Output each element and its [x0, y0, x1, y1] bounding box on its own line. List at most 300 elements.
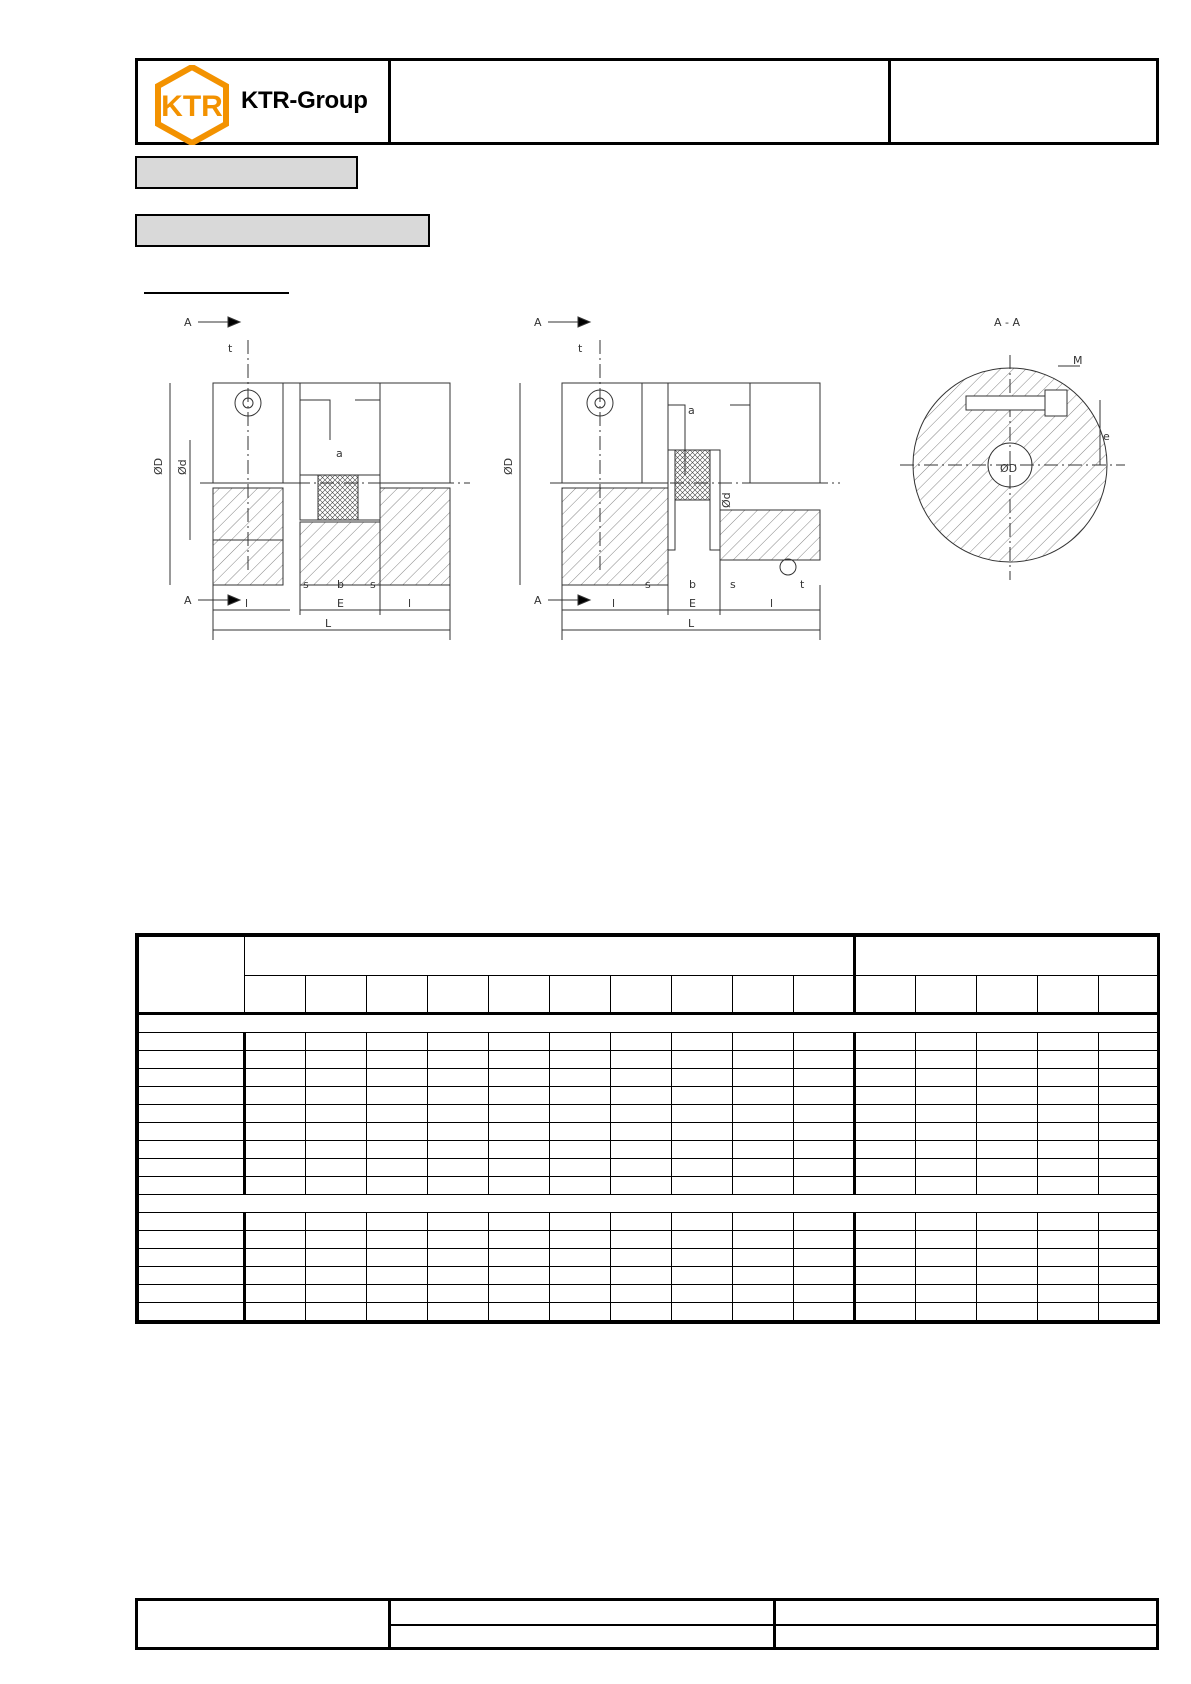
table-cell	[672, 1087, 733, 1105]
table-cell	[367, 1123, 428, 1141]
table-cell	[1099, 1159, 1160, 1177]
table-cell	[489, 1213, 550, 1231]
table-cell	[306, 1033, 367, 1051]
table-cell	[428, 1051, 489, 1069]
table-cell	[672, 1123, 733, 1141]
table-cell	[794, 1231, 855, 1249]
table-cell	[1099, 1303, 1160, 1321]
table-cell	[855, 1159, 916, 1177]
table-cell	[428, 1033, 489, 1051]
table-cell	[428, 1177, 489, 1195]
table-cell	[139, 1014, 1160, 1033]
table-cell	[489, 976, 550, 1014]
table-cell	[139, 1105, 245, 1123]
table-cell	[916, 1087, 977, 1105]
table-cell	[977, 1159, 1038, 1177]
table-cell	[1038, 1033, 1099, 1051]
table-cell	[855, 1231, 916, 1249]
table-cell	[1099, 1231, 1160, 1249]
table-cell	[139, 1249, 245, 1267]
table-cell	[245, 1123, 306, 1141]
table-cell	[977, 1087, 1038, 1105]
table-cell	[367, 976, 428, 1014]
title-block-header	[135, 58, 1159, 145]
table-cell	[139, 1087, 245, 1105]
table-cell	[1038, 1267, 1099, 1285]
table-cell	[367, 1051, 428, 1069]
table-cell	[550, 1213, 611, 1231]
table-cell	[733, 1231, 794, 1249]
table-cell	[794, 1267, 855, 1285]
table-cell	[611, 1213, 672, 1231]
table-cell	[489, 1123, 550, 1141]
table-cell	[611, 1177, 672, 1195]
table-cell	[428, 1303, 489, 1321]
section-dim-DK: ØD	[1000, 462, 1018, 475]
table-cell	[550, 1303, 611, 1321]
drawing2-dim-a: a	[688, 404, 695, 417]
table-cell	[367, 1285, 428, 1303]
drawing2-dim-l1: l	[612, 597, 616, 610]
table-row	[139, 1303, 1160, 1321]
drawing1-dim-s-right: s	[370, 578, 376, 591]
logo-letters: KTR	[161, 90, 223, 123]
table-cell	[733, 1267, 794, 1285]
table-cell	[306, 1285, 367, 1303]
table-cell	[428, 1159, 489, 1177]
table-cell	[733, 1051, 794, 1069]
table-cell	[550, 1069, 611, 1087]
table-cell	[794, 1249, 855, 1267]
drawing2-dim-l2: l	[770, 597, 774, 610]
table-cell	[977, 1231, 1038, 1249]
table-cell	[139, 1285, 245, 1303]
table-cell	[489, 1303, 550, 1321]
table-row	[139, 1051, 1160, 1069]
table-cell	[855, 1123, 916, 1141]
table-cell	[977, 1051, 1038, 1069]
table-cell	[794, 1087, 855, 1105]
table-cell	[245, 1249, 306, 1267]
table-cell	[428, 1285, 489, 1303]
footer-divider	[388, 1624, 1156, 1626]
table-cell	[672, 1177, 733, 1195]
table-cell	[916, 1141, 977, 1159]
table-cell	[855, 1087, 916, 1105]
table-cell	[733, 1123, 794, 1141]
table-cell	[1038, 1213, 1099, 1231]
table-cell	[672, 1231, 733, 1249]
table-cell	[855, 976, 916, 1014]
table-cell	[733, 1249, 794, 1267]
table-cell	[367, 1267, 428, 1285]
drawing1-label-a-bottom: A	[184, 594, 192, 607]
coupling-drawing-2	[520, 317, 840, 640]
table-cell	[367, 1087, 428, 1105]
drawing2-dim-s-left: s	[645, 578, 651, 591]
header-title-cell	[388, 61, 891, 142]
table-cell	[672, 976, 733, 1014]
section-underline	[144, 292, 289, 294]
table-cell	[489, 1051, 550, 1069]
drawing2-label-a-bottom: A	[534, 594, 542, 607]
table-cell	[489, 1231, 550, 1249]
table-cell	[245, 1033, 306, 1051]
table-cell	[855, 1051, 916, 1069]
table-cell	[1099, 1123, 1160, 1141]
table-cell	[611, 1123, 672, 1141]
table-cell	[611, 1033, 672, 1051]
table-cell	[489, 1087, 550, 1105]
table-cell	[733, 1069, 794, 1087]
table-cell	[1038, 1177, 1099, 1195]
drawing2-dim-dh: Ød	[720, 492, 733, 508]
table-row	[139, 1267, 1160, 1285]
table-cell	[916, 1033, 977, 1051]
table-cell	[855, 1213, 916, 1231]
table-cell	[611, 1285, 672, 1303]
table-cell	[916, 1213, 977, 1231]
table-cell	[550, 1231, 611, 1249]
section-dim-M: M	[1073, 354, 1083, 367]
table-cell	[794, 1105, 855, 1123]
table-cell	[489, 1105, 550, 1123]
table-cell	[672, 1267, 733, 1285]
table-cell	[245, 1159, 306, 1177]
table-cell	[855, 1177, 916, 1195]
table-cell	[367, 1213, 428, 1231]
table-cell	[489, 1159, 550, 1177]
table-cell	[306, 1249, 367, 1267]
table-cell	[367, 1177, 428, 1195]
table-cell	[367, 1231, 428, 1249]
table-cell	[977, 1267, 1038, 1285]
table-cell	[1099, 1105, 1160, 1123]
table-cell	[245, 1267, 306, 1285]
table-cell	[672, 1141, 733, 1159]
table-cell	[611, 1141, 672, 1159]
table-cell	[794, 1051, 855, 1069]
table-cell	[139, 1303, 245, 1321]
table-cell	[794, 1033, 855, 1051]
table-cell	[306, 1213, 367, 1231]
table-cell	[1099, 1141, 1160, 1159]
technical-drawings	[140, 300, 1140, 690]
table-cell	[306, 1141, 367, 1159]
table-cell	[916, 1123, 977, 1141]
table-cell	[611, 1159, 672, 1177]
table-cell	[1038, 1249, 1099, 1267]
drawing2-dim-t: t	[578, 342, 583, 355]
table-cell	[611, 1051, 672, 1069]
table-cell	[367, 1105, 428, 1123]
drawing1-dim-DH: ØD	[152, 457, 165, 475]
table-cell	[550, 1051, 611, 1069]
table-cell	[367, 1159, 428, 1177]
table-cell	[977, 1141, 1038, 1159]
title-block-footer	[135, 1598, 1159, 1650]
ktr-logo-icon	[152, 65, 232, 145]
table-cell	[428, 1123, 489, 1141]
table-row	[139, 1249, 1160, 1267]
table-row	[139, 937, 1160, 976]
table-cell	[1038, 1303, 1099, 1321]
drawing2-dim-DH: ØD	[502, 457, 515, 475]
table-cell	[489, 1285, 550, 1303]
table-cell	[306, 1177, 367, 1195]
table-cell	[672, 1213, 733, 1231]
table-cell	[428, 1213, 489, 1231]
table-cell	[306, 1267, 367, 1285]
table-cell	[139, 1231, 245, 1249]
table-cell	[916, 1267, 977, 1285]
table-cell	[306, 1159, 367, 1177]
table-cell	[794, 976, 855, 1014]
table-row	[139, 1014, 1160, 1033]
table-cell	[1038, 1231, 1099, 1249]
table-cell	[489, 1141, 550, 1159]
table-cell	[245, 937, 855, 976]
footer-cell-1	[138, 1601, 391, 1647]
table-cell	[794, 1123, 855, 1141]
table-cell	[977, 1069, 1038, 1087]
table-cell	[855, 1285, 916, 1303]
table-cell	[1099, 1213, 1160, 1231]
table-cell	[733, 976, 794, 1014]
drawing1-dim-a: a	[336, 447, 343, 460]
section-title-a-a: A - A	[994, 316, 1021, 329]
table-cell	[139, 1195, 1160, 1213]
table-cell	[550, 1249, 611, 1267]
table-cell	[672, 1051, 733, 1069]
table-cell	[916, 1231, 977, 1249]
table-cell	[977, 976, 1038, 1014]
table-cell	[977, 1123, 1038, 1141]
table-row	[139, 1213, 1160, 1231]
table-row	[139, 1033, 1160, 1051]
table-cell	[550, 1033, 611, 1051]
table-cell	[245, 1105, 306, 1123]
table-row	[139, 1087, 1160, 1105]
table-cell	[1038, 1069, 1099, 1087]
table-cell	[611, 1303, 672, 1321]
table-cell	[489, 1267, 550, 1285]
table-row	[139, 976, 1160, 1014]
table-cell	[306, 1087, 367, 1105]
table-cell	[855, 1105, 916, 1123]
drawing2-dim-E: E	[689, 597, 696, 610]
table-cell	[916, 1249, 977, 1267]
table-cell	[611, 1249, 672, 1267]
table-cell	[139, 1267, 245, 1285]
table-cell	[139, 1033, 245, 1051]
table-row	[139, 1231, 1160, 1249]
table-cell	[139, 937, 245, 1014]
drawing1-dim-l1: l	[245, 597, 249, 610]
table-cell	[550, 1159, 611, 1177]
table-cell	[245, 1087, 306, 1105]
gray-label-box-2	[135, 214, 430, 247]
table-cell	[733, 1105, 794, 1123]
table-row	[139, 1123, 1160, 1141]
table-cell	[139, 1123, 245, 1141]
coupling-drawing-1	[170, 317, 470, 640]
table-cell	[306, 1051, 367, 1069]
table-cell	[916, 1303, 977, 1321]
table-cell	[306, 1105, 367, 1123]
table-cell	[977, 1033, 1038, 1051]
table-cell	[245, 1141, 306, 1159]
drawing1-label-a-top: A	[184, 316, 192, 329]
table-cell	[489, 1033, 550, 1051]
table-cell	[733, 1159, 794, 1177]
table-cell	[794, 1177, 855, 1195]
table-cell	[733, 1033, 794, 1051]
drawing2-dim-t1: t	[800, 578, 805, 591]
table-cell	[733, 1177, 794, 1195]
table-cell	[733, 1303, 794, 1321]
table-cell	[550, 1177, 611, 1195]
table-row	[139, 1069, 1160, 1087]
table-cell	[1038, 1087, 1099, 1105]
table-cell	[428, 1105, 489, 1123]
table-cell	[794, 1303, 855, 1321]
table-cell	[489, 1177, 550, 1195]
table-cell	[1099, 1285, 1160, 1303]
table-cell	[855, 1267, 916, 1285]
table-cell	[733, 1141, 794, 1159]
table-cell	[672, 1159, 733, 1177]
drawing2-dim-b: b	[689, 578, 696, 591]
logo-cell	[138, 61, 391, 142]
table-cell	[306, 1123, 367, 1141]
table-cell	[672, 1033, 733, 1051]
table-cell	[139, 1213, 245, 1231]
table-cell	[977, 1285, 1038, 1303]
table-cell	[428, 1267, 489, 1285]
drawing1-dim-t: t	[228, 342, 233, 355]
table-cell	[139, 1069, 245, 1087]
table-cell	[306, 1069, 367, 1087]
table-row	[139, 1195, 1160, 1213]
table-cell	[1099, 1267, 1160, 1285]
table-row	[139, 1285, 1160, 1303]
table-cell	[1099, 976, 1160, 1014]
table-cell	[855, 1141, 916, 1159]
table-cell	[550, 1123, 611, 1141]
table-cell	[672, 1285, 733, 1303]
table-cell	[367, 1249, 428, 1267]
table-cell	[550, 1141, 611, 1159]
drawing1-dim-L: L	[325, 617, 332, 630]
table-cell	[306, 1231, 367, 1249]
table-cell	[245, 1177, 306, 1195]
table-row	[139, 1177, 1160, 1195]
table-cell	[428, 1069, 489, 1087]
table-cell	[672, 1069, 733, 1087]
table-cell	[428, 1231, 489, 1249]
table-cell	[1099, 1069, 1160, 1087]
table-cell	[794, 1069, 855, 1087]
table-cell	[139, 1177, 245, 1195]
table-cell	[245, 1303, 306, 1321]
table-cell	[916, 1177, 977, 1195]
table-cell	[794, 1213, 855, 1231]
drawing1-dim-l2: l	[408, 597, 412, 610]
table-cell	[733, 1285, 794, 1303]
table-cell	[245, 1051, 306, 1069]
table-cell	[306, 1303, 367, 1321]
table-cell	[306, 976, 367, 1014]
table-cell	[1099, 1033, 1160, 1051]
table-cell	[672, 1105, 733, 1123]
table-cell	[367, 1069, 428, 1087]
table-cell	[550, 1285, 611, 1303]
table-cell	[977, 1177, 1038, 1195]
dimension-grid	[138, 936, 1160, 1321]
table-cell	[1099, 1177, 1160, 1195]
table-cell	[245, 1231, 306, 1249]
table-cell	[977, 1249, 1038, 1267]
drawing2-dim-L: L	[688, 617, 695, 630]
table-row	[139, 1141, 1160, 1159]
table-cell	[672, 1303, 733, 1321]
table-cell	[1099, 1249, 1160, 1267]
table-cell	[611, 976, 672, 1014]
table-cell	[367, 1141, 428, 1159]
table-cell	[245, 1069, 306, 1087]
table-cell	[245, 1285, 306, 1303]
table-cell	[139, 1051, 245, 1069]
table-cell	[550, 976, 611, 1014]
drawing2-dim-s-right: s	[730, 578, 736, 591]
table-cell	[611, 1105, 672, 1123]
gray-label-box-1	[135, 156, 358, 189]
table-cell	[1038, 1141, 1099, 1159]
table-cell	[977, 1303, 1038, 1321]
table-cell	[1038, 1285, 1099, 1303]
table-cell	[1099, 1087, 1160, 1105]
table-cell	[977, 1213, 1038, 1231]
drawing1-dim-E: E	[337, 597, 344, 610]
drawing1-dim-b: b	[337, 578, 344, 591]
table-cell	[245, 976, 306, 1014]
table-cell	[916, 1051, 977, 1069]
drawing1-dim-d: Ød	[176, 459, 189, 475]
table-cell	[428, 1141, 489, 1159]
drawing2-label-a-top: A	[534, 316, 542, 329]
table-cell	[489, 1249, 550, 1267]
table-cell	[916, 1105, 977, 1123]
table-cell	[611, 1087, 672, 1105]
table-cell	[1038, 976, 1099, 1014]
table-cell	[1038, 1159, 1099, 1177]
table-cell	[550, 1105, 611, 1123]
table-row	[139, 1159, 1160, 1177]
table-cell	[916, 1069, 977, 1087]
table-cell	[916, 976, 977, 1014]
table-cell	[794, 1141, 855, 1159]
table-cell	[428, 976, 489, 1014]
table-cell	[672, 1249, 733, 1267]
table-cell	[733, 1213, 794, 1231]
table-cell	[367, 1033, 428, 1051]
table-cell	[139, 1141, 245, 1159]
table-cell	[855, 1033, 916, 1051]
table-row	[139, 1105, 1160, 1123]
drawing1-dim-s-left: s	[303, 578, 309, 591]
table-cell	[916, 1285, 977, 1303]
